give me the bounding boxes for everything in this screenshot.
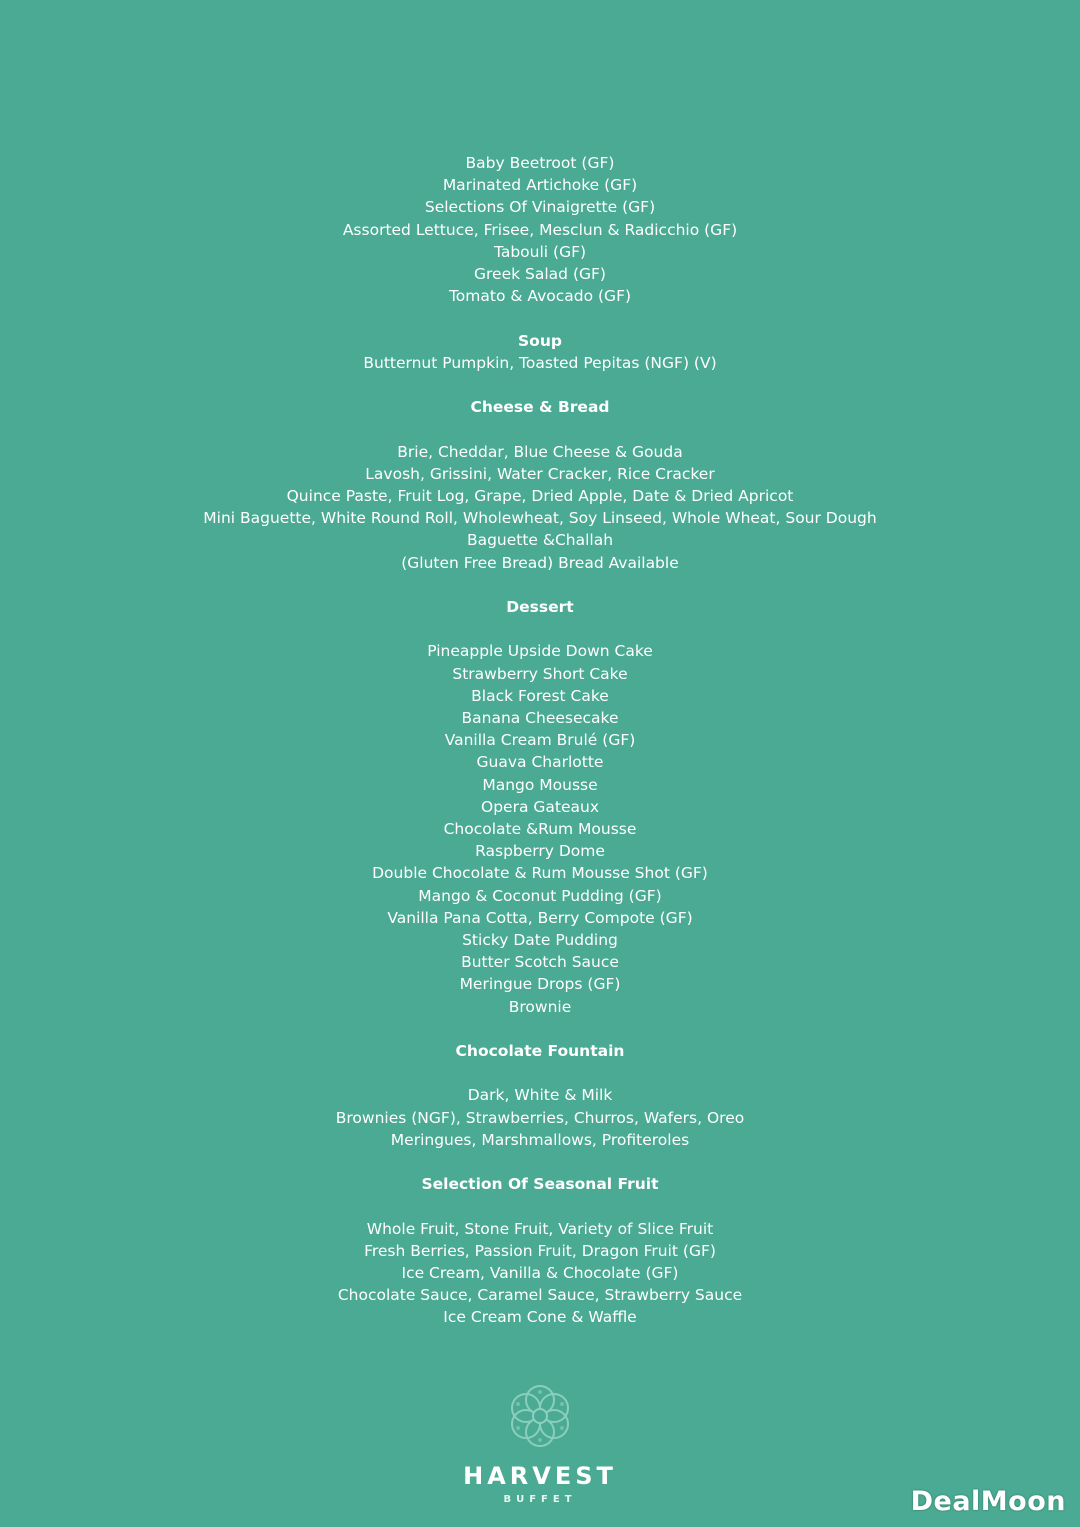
dessert-section (0, 596, 1080, 1018)
menu-item: Brownies (NGF), Strawberries, Churros, Wafers, Oreo (335, 1108, 745, 1127)
menu-item: Banana Cheesecake (461, 709, 619, 727)
menu-item: Meringues, Marshmallows, Profiteroles (390, 1130, 690, 1149)
section-heading-cheese-bread: Cheese & Bread (470, 398, 610, 417)
section-heading-dessert: Dessert (506, 598, 574, 616)
menu-item: Selections Of Vinaigrette (GF) (424, 198, 656, 217)
menu-item: Strawberry Short Cake (452, 664, 628, 683)
menu-item: Fresh Berries, Passion Fruit, Dragon Fruit (GF) (364, 1241, 716, 1260)
menu-item: Tabouli (GF) (493, 242, 587, 261)
menu-item: Tomato & Avocado (GF) (448, 287, 632, 306)
menu-item: Butternut Pumpkin, Toasted Pepitas (NGF) (V) (363, 353, 717, 372)
menu-item: Assorted Lettuce, Frisee, Mesclun & Radicchio (GF) (342, 220, 738, 239)
menu-item: Brie, Cheddar, Blue Cheese & Gouda (397, 442, 683, 461)
menu-item: Double Chocolate & Rum Mousse Shot (GF) (372, 864, 708, 883)
menu-item: Chocolate &Rum Mousse (443, 820, 637, 839)
harvest-logo (440, 1380, 640, 1505)
menu-item: Brownie (508, 997, 572, 1016)
menu-item: Sticky Date Pudding (462, 931, 618, 950)
logo-brand: HARVEST (463, 1462, 617, 1490)
menu-item: Black Forest Cake (471, 686, 609, 705)
menu-item: Vanilla Cream Brulé (GF) (444, 731, 636, 750)
cheese-bread-section (0, 396, 1080, 574)
menu-item: Butter Scotch Sauce (461, 953, 619, 972)
menu-item: Mango Mousse (482, 775, 598, 794)
menu-item: Lavosh, Grissini, Water Cracker, Rice Cracker (365, 464, 715, 483)
seasonal-fruit-section (0, 1173, 1080, 1328)
menu-item: Baguette &Challah (466, 531, 614, 550)
menu-item: Mango & Coconut Pudding (GF) (418, 886, 662, 905)
menu-item: Pineapple Upside Down Cake (427, 642, 653, 661)
menu-item: Greek Salad (GF) (474, 265, 606, 284)
menu-item: Quince Paste, Fruit Log, Grape, Dried Apple, Date & Dried Apricot (286, 487, 794, 505)
salads-section (0, 152, 1080, 307)
dealmoon-watermark: DealMoon (910, 1486, 1066, 1517)
logo-sub: BUFFET (503, 1494, 577, 1505)
harvest-flower-icon (504, 1380, 576, 1452)
section-heading-seasonal-fruit: Selection Of Seasonal Fruit (421, 1175, 659, 1194)
menu-item: Opera Gateaux (481, 797, 599, 816)
menu-item: Marinated Artichoke (GF) (442, 176, 638, 195)
menu-item: Baby Beetroot (GF) (465, 154, 615, 172)
menu-item: Vanilla Pana Cotta, Berry Compote (GF) (387, 908, 693, 927)
menu-content (0, 152, 1080, 1329)
menu-item: Guava Charlotte (476, 753, 604, 772)
menu-item: Mini Baguette, White Round Roll, Wholewheat, Soy Linseed, Whole Wheat, Sour Dough (203, 509, 877, 528)
menu-item: Dark, White & Milk (467, 1086, 613, 1105)
menu-item: Whole Fruit, Stone Fruit, Variety of Slice Fruit (366, 1219, 714, 1238)
menu-item: Meringue Drops (GF) (459, 975, 621, 994)
menu-item: Ice Cream Cone & Waffle (443, 1308, 637, 1327)
chocolate-fountain-section (0, 1040, 1080, 1151)
menu-item: (Gluten Free Bread) Bread Available (401, 553, 679, 572)
soup-section (0, 330, 1080, 374)
menu-item: Ice Cream, Vanilla & Chocolate (GF) (401, 1264, 679, 1283)
menu-item: Raspberry Dome (475, 842, 605, 861)
menu-item: Chocolate Sauce, Caramel Sauce, Strawberry Sauce (337, 1286, 743, 1305)
section-heading-soup: Soup (518, 331, 562, 350)
section-heading-chocolate-fountain: Chocolate Fountain (455, 1042, 625, 1061)
